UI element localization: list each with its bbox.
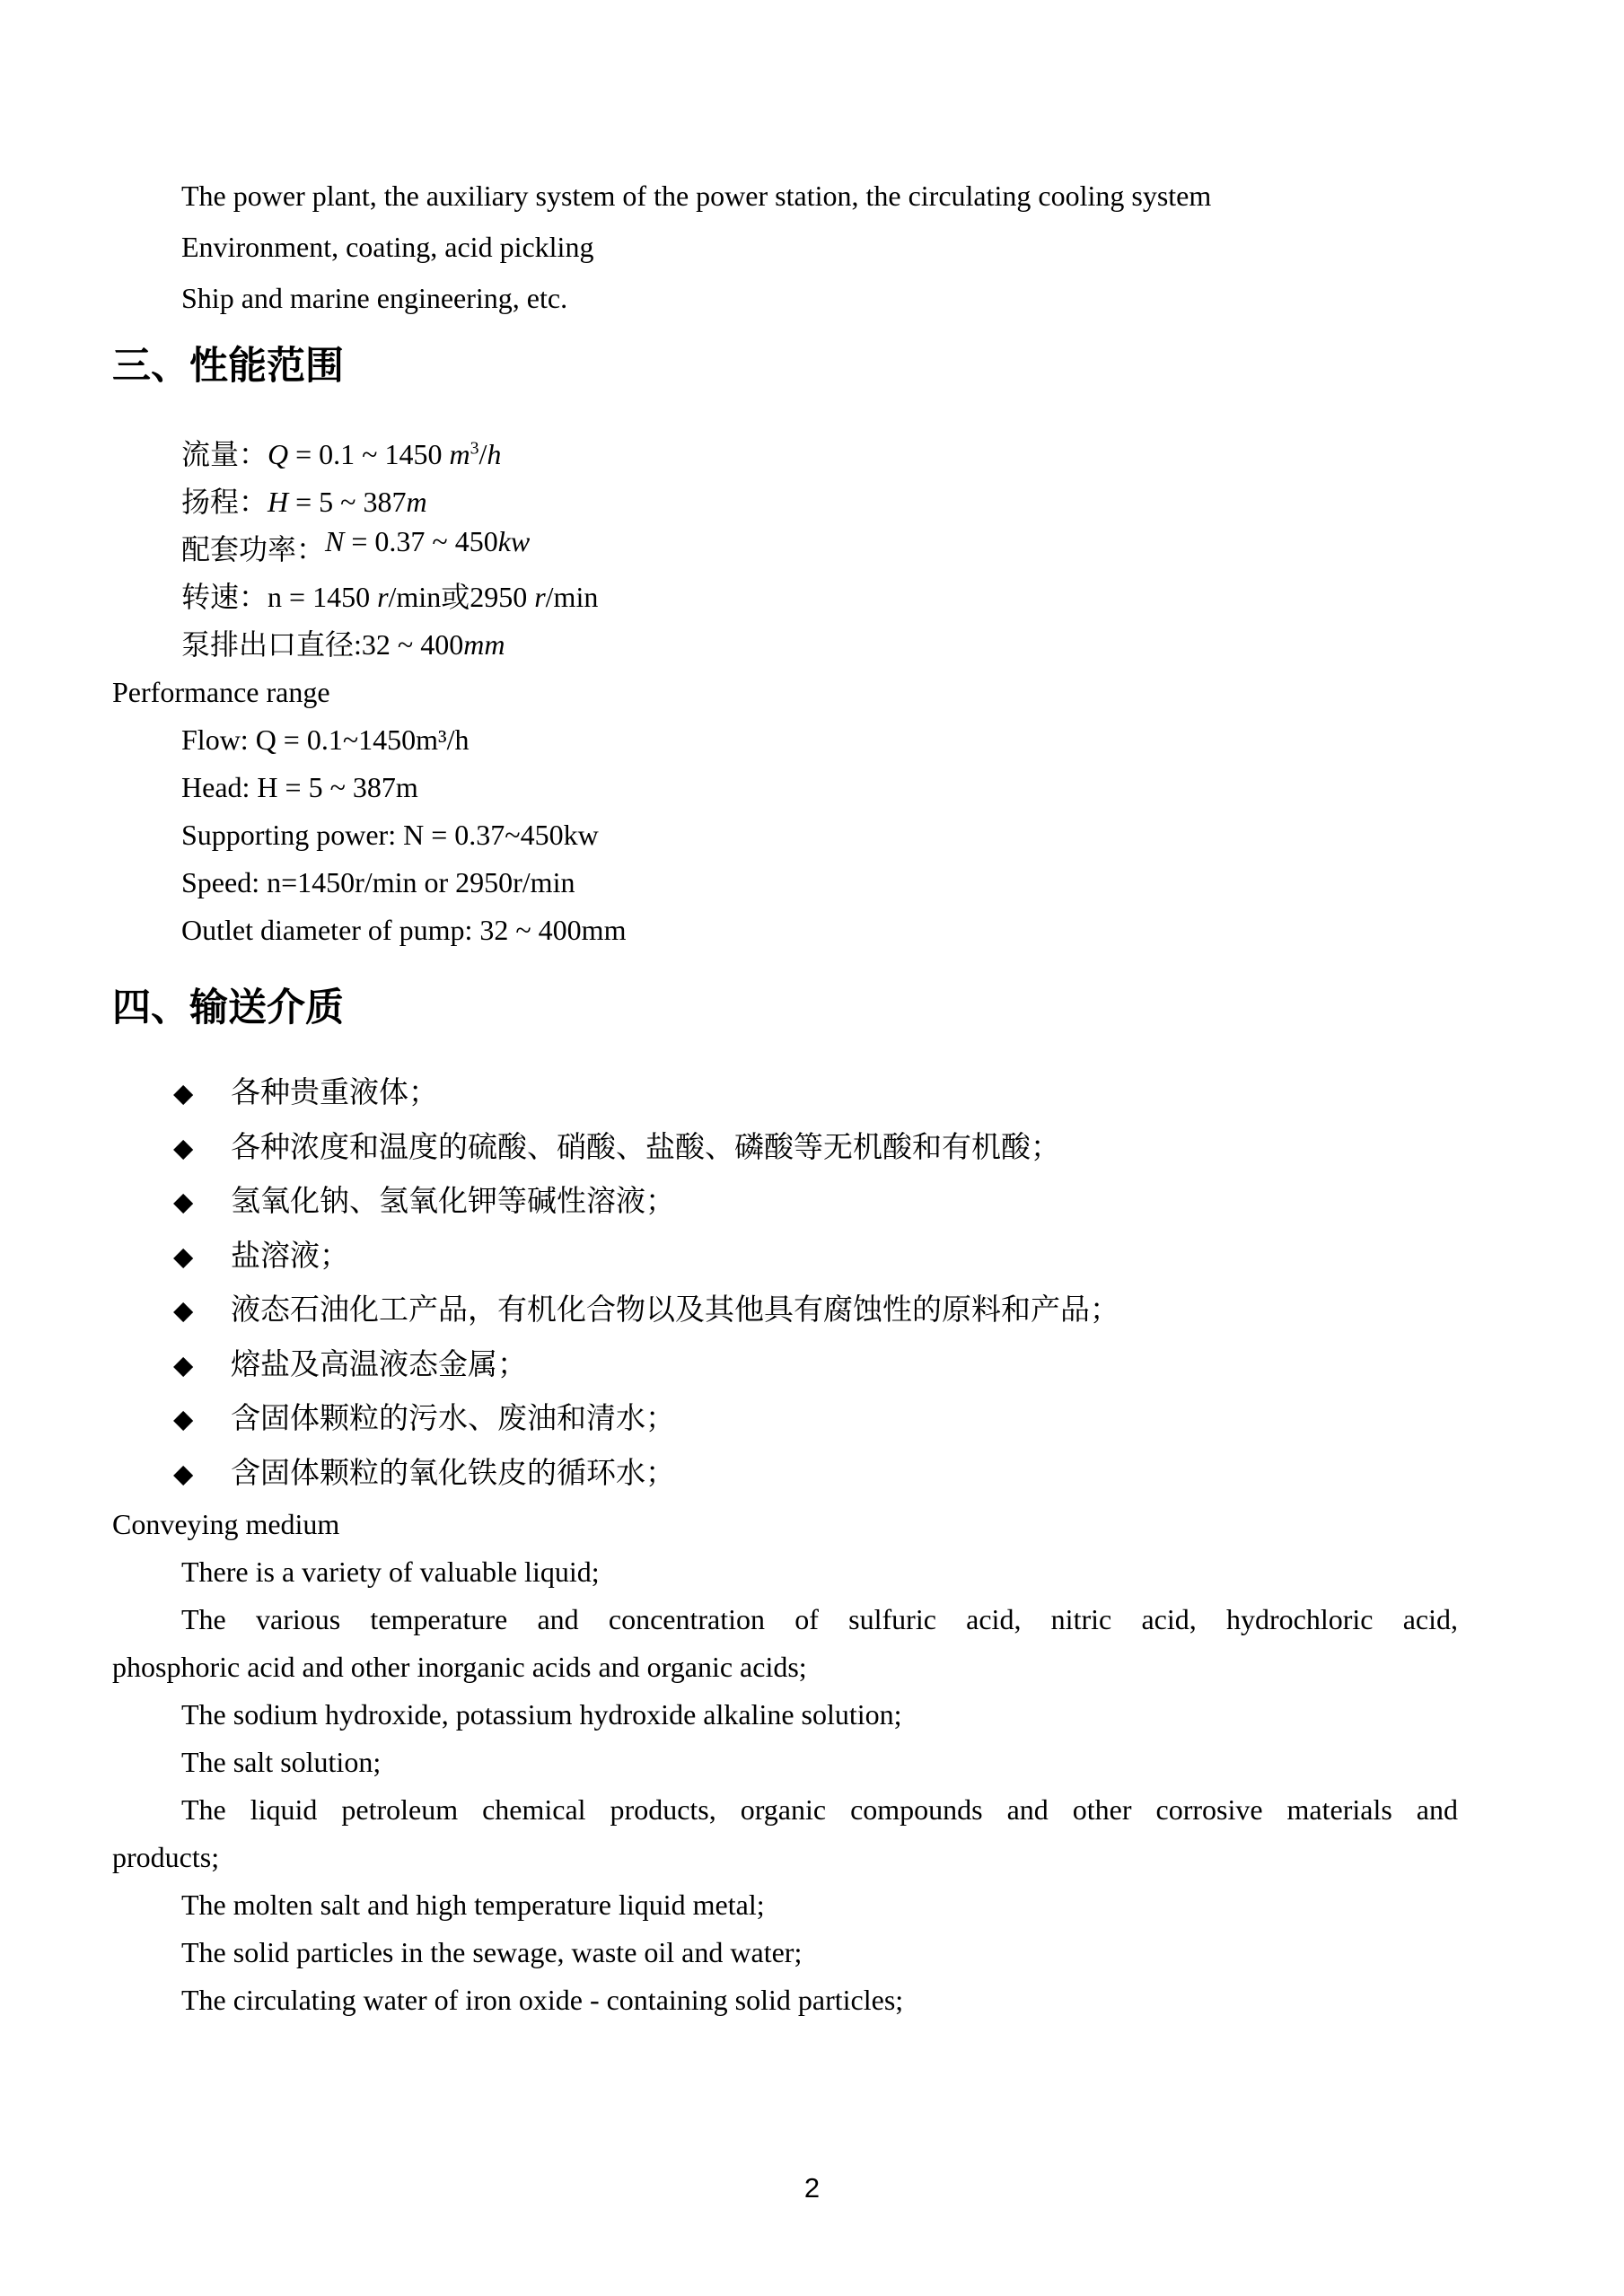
line-text: The liquid petroleum chemical products, organic compounds and other corrosive materials and <box>181 1793 1458 1826</box>
line-text: The molten salt and high temperature liquid metal; <box>181 1889 765 1921</box>
formula-segment: = 5 ~ 387 <box>288 486 407 518</box>
section-4-heading <box>112 987 1458 1029</box>
formula-segment: r <box>534 581 546 613</box>
bullet-item-alkaline <box>112 1175 1458 1230</box>
formula-segment: = 0.37 ~ 450 <box>344 525 498 557</box>
line-text: 各种浓度和温度的硫酸、硝酸、盐酸、磷酸等无机酸和有机酸； <box>231 1131 1060 1164</box>
line-text: products; <box>112 1841 220 1873</box>
diamond-bullet-icon: ◆ <box>173 1132 194 1163</box>
bullet-item-valuable-liquid <box>112 1066 1458 1121</box>
formula-segment: 转速： <box>181 581 268 613</box>
paragraph-line-petroleum-1 <box>112 1786 1458 1834</box>
section-3-heading <box>112 346 1458 387</box>
formula-segment: 泵排出口直径:32 ~ 400 <box>181 628 464 661</box>
formula-segment: m <box>406 486 427 518</box>
paragraph-line-valuable-liquid <box>112 1548 1458 1596</box>
application-fields-block <box>112 171 1458 324</box>
spec-cn-power <box>112 526 1458 574</box>
line-text: 盐溶液； <box>231 1240 349 1273</box>
line-text: 三、性能范围 <box>112 344 344 389</box>
bullet-item-petroleum <box>112 1284 1458 1338</box>
performance-specs-chinese-block <box>112 431 1458 669</box>
line-text: Head: H = 5 ~ 387m <box>181 771 418 803</box>
line-text: 熔盐及高温液态金属； <box>231 1348 527 1381</box>
conveying-medium-english-block <box>112 1501 1458 2024</box>
formula-segment: 2950 <box>470 581 535 613</box>
formula-segment: /min <box>545 581 599 613</box>
line-text: The power plant, the auxiliary system of the power station, the circulating cooling system <box>181 180 1212 212</box>
formula-segment: r <box>377 581 389 613</box>
line-text: Speed: n=1450r/min or 2950r/min <box>181 866 575 898</box>
paragraph-line-sewage <box>112 1929 1458 1976</box>
page-number: 2 <box>803 2172 821 2204</box>
spec-en-power <box>112 811 1458 859</box>
line-text: phosphoric acid and other inorganic acids and organic acids; <box>112 1651 807 1683</box>
formula-segment: 或 <box>441 581 470 613</box>
diamond-bullet-icon: ◆ <box>173 1294 194 1326</box>
spec-cn-flow <box>112 431 1458 478</box>
diamond-bullet-icon: ◆ <box>173 1458 194 1489</box>
formula-segment: n = 1450 <box>268 581 378 613</box>
spec-en-head <box>112 764 1458 811</box>
line-text: The various temperature and concentration of sulfuric acid, nitric acid, hydrochloric acid, <box>181 1603 1458 1635</box>
formula-segment: = 0.1 ~ 1450 <box>288 438 450 470</box>
formula-segment: / <box>478 438 487 470</box>
performance-specs-english-block <box>112 669 1458 954</box>
spec-en-outlet <box>112 907 1458 954</box>
line-text: 氢氧化钠、氢氧化钾等碱性溶液； <box>231 1186 675 1218</box>
line-text: The salt solution; <box>181 1746 382 1778</box>
paragraph-line-petroleum-2 <box>112 1834 1458 1881</box>
performance-range-heading <box>112 669 1458 716</box>
line-text: Conveying medium <box>112 1508 340 1540</box>
formula-segment: kw <box>497 525 531 557</box>
document-content <box>112 171 1458 2024</box>
paragraph-line-alkaline <box>112 1691 1458 1739</box>
diamond-bullet-icon: ◆ <box>173 1240 194 1272</box>
line-text: Ship and marine engineering, etc. <box>181 282 568 314</box>
formula-segment: H <box>268 486 289 518</box>
intro-line-environment <box>112 222 1458 273</box>
diamond-bullet-icon: ◆ <box>173 1403 194 1434</box>
formula-segment: N <box>325 525 345 557</box>
line-text: 四、输送介质 <box>112 986 344 1030</box>
intro-line-power-plant <box>112 171 1458 222</box>
formula-segment: 3 <box>470 438 479 459</box>
line-text: Outlet diameter of pump: 32 ~ 400mm <box>181 914 627 946</box>
bullet-item-iron-oxide <box>112 1447 1458 1502</box>
line-text: Performance range <box>112 676 330 708</box>
conveying-medium-heading <box>112 1501 1458 1548</box>
formula-segment: /min <box>388 581 442 613</box>
paragraph-line-molten-salt <box>112 1881 1458 1929</box>
spec-cn-outlet <box>112 621 1458 669</box>
paragraph-line-acids-2 <box>112 1643 1458 1691</box>
spec-cn-speed <box>112 574 1458 621</box>
formula-segment: Q <box>268 438 289 470</box>
formula-segment: 扬程： <box>181 486 268 518</box>
formula-segment: m <box>449 438 470 470</box>
spec-en-flow <box>112 716 1458 764</box>
line-text: 含固体颗粒的污水、废油和清水； <box>231 1403 675 1435</box>
formula-segment: mm <box>463 628 505 661</box>
paragraph-line-acids-1 <box>112 1596 1458 1643</box>
bullet-item-sewage <box>112 1392 1458 1447</box>
diamond-bullet-icon: ◆ <box>173 1349 194 1380</box>
formula-segment: h <box>487 438 502 470</box>
spec-en-speed <box>112 859 1458 907</box>
section-3-heading-block <box>112 346 1458 387</box>
line-text: There is a variety of valuable liquid; <box>181 1555 600 1588</box>
section-4-heading-block <box>112 987 1458 1029</box>
line-text: 各种贵重液体； <box>231 1077 438 1109</box>
bullet-item-salt-solution <box>112 1230 1458 1284</box>
paragraph-line-iron-oxide <box>112 1976 1458 2024</box>
formula-segment: 配套功率： <box>181 533 326 565</box>
line-text: 液态石油化工产品，有机化合物以及其他具有腐蚀性的原料和产品； <box>231 1294 1119 1327</box>
spec-cn-head <box>112 478 1458 526</box>
conveying-medium-chinese-list <box>112 1066 1458 1501</box>
line-text: 含固体颗粒的氧化铁皮的循环水； <box>231 1457 675 1490</box>
formula-segment: 流量： <box>181 438 268 470</box>
diamond-bullet-icon: ◆ <box>173 1186 194 1217</box>
line-text: Supporting power: N = 0.37~450kw <box>181 819 599 851</box>
paragraph-line-salt-solution <box>112 1739 1458 1786</box>
line-text: Environment, coating, acid pickling <box>181 231 594 263</box>
line-text: Flow: Q = 0.1~1450m³/h <box>181 723 470 756</box>
bullet-item-molten-salt <box>112 1338 1458 1393</box>
bullet-item-acids <box>112 1121 1458 1176</box>
line-text: The circulating water of iron oxide - containing solid particles; <box>181 1984 904 2016</box>
intro-line-ship <box>112 273 1458 324</box>
line-text: The sodium hydroxide, potassium hydroxide alkaline solution; <box>181 1698 902 1731</box>
diamond-bullet-icon: ◆ <box>173 1077 194 1109</box>
line-text: The solid particles in the sewage, waste oil and water; <box>181 1936 803 1968</box>
